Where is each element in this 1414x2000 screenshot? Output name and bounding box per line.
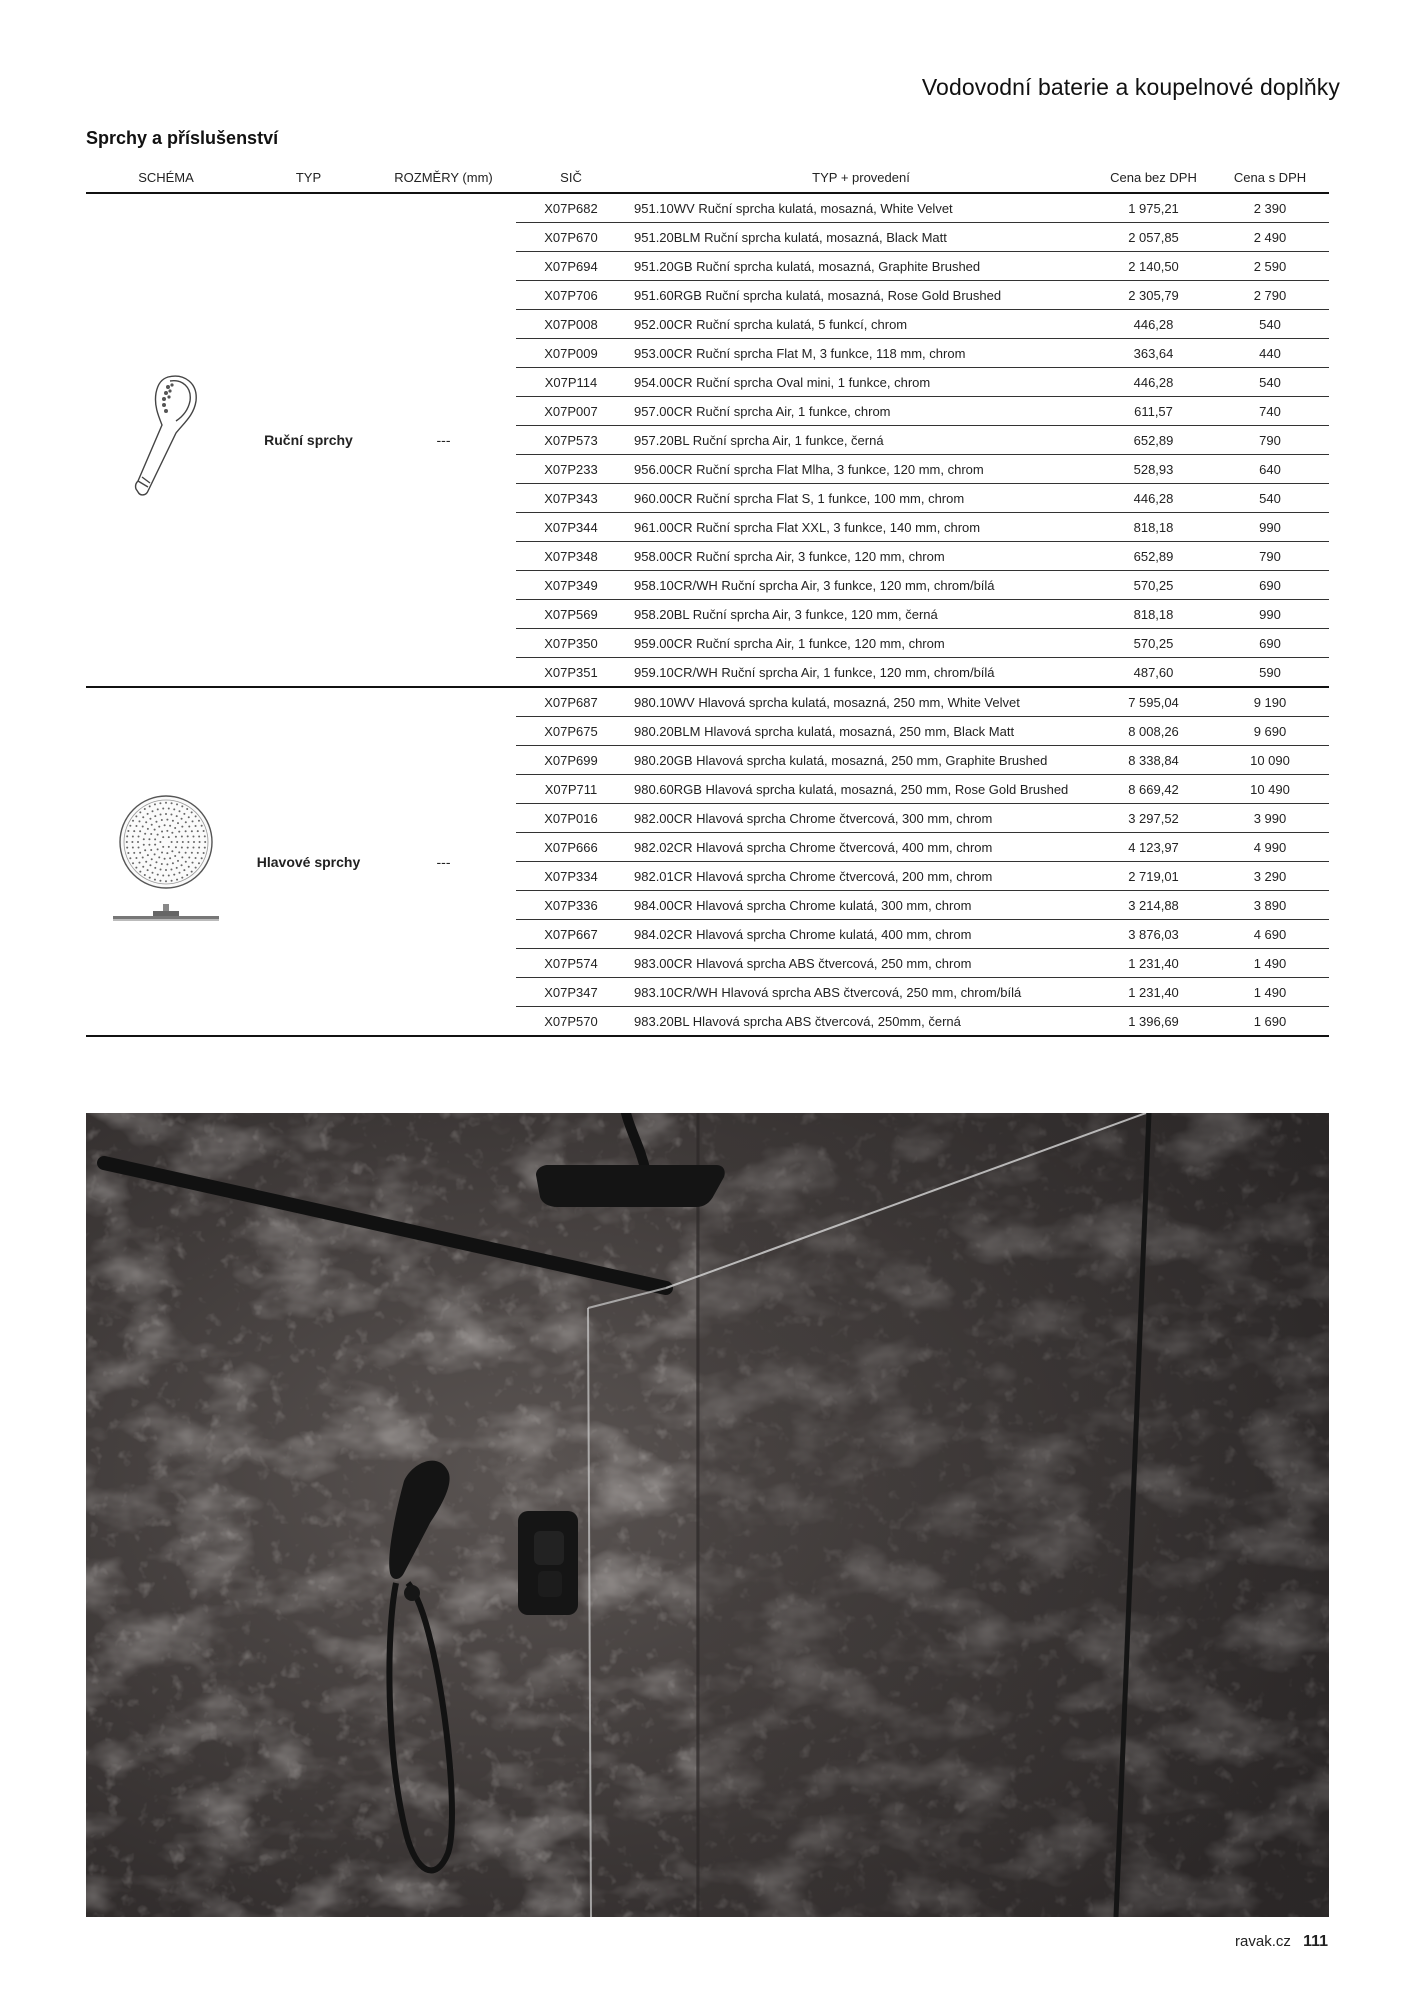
price-without-vat-cell: 3 876,03	[1096, 920, 1211, 949]
description-cell: 951.60RGB Ruční sprcha kulatá, mosazná, Rose Gold Brushed	[626, 281, 1096, 310]
head-shower-icon	[111, 790, 221, 930]
price-without-vat-cell: 8 338,84	[1096, 746, 1211, 775]
price-with-vat-cell: 4 990	[1211, 833, 1329, 862]
description-cell: 980.60RGB Hlavová sprcha kulatá, mosazná, 250 mm, Rose Gold Brushed	[626, 775, 1096, 804]
sic-cell: X07P670	[516, 223, 626, 252]
price-without-vat-cell: 3 214,88	[1096, 891, 1211, 920]
price-without-vat-cell: 2 305,79	[1096, 281, 1211, 310]
description-cell: 954.00CR Ruční sprcha Oval mini, 1 funkce, chrom	[626, 368, 1096, 397]
price-without-vat-cell: 528,93	[1096, 455, 1211, 484]
price-without-vat-cell: 446,28	[1096, 368, 1211, 397]
table-row	[86, 193, 1329, 223]
table-row	[86, 687, 1329, 717]
schema-cell	[86, 687, 246, 1036]
price-without-vat-cell: 2 057,85	[1096, 223, 1211, 252]
sic-cell: X07P667	[516, 920, 626, 949]
sic-cell: X07P694	[516, 252, 626, 281]
description-cell: 959.10CR/WH Ruční sprcha Air, 1 funkce, 120 mm, chrom/bílá	[626, 658, 1096, 688]
sic-cell: X07P574	[516, 949, 626, 978]
price-with-vat-cell: 440	[1211, 339, 1329, 368]
price-with-vat-cell: 1 490	[1211, 978, 1329, 1007]
price-with-vat-cell: 540	[1211, 484, 1329, 513]
sic-cell: X07P706	[516, 281, 626, 310]
column-header-cena-bez-dph: Cena bez DPH	[1096, 162, 1211, 193]
price-with-vat-cell: 2 390	[1211, 193, 1329, 223]
column-header-schema: SCHÉMA	[86, 162, 246, 193]
description-cell: 982.02CR Hlavová sprcha Chrome čtvercová, 400 mm, chrom	[626, 833, 1096, 862]
description-cell: 984.02CR Hlavová sprcha Chrome kulatá, 400 mm, chrom	[626, 920, 1096, 949]
price-without-vat-cell: 818,18	[1096, 600, 1211, 629]
price-with-vat-cell: 4 690	[1211, 920, 1329, 949]
description-cell: 980.10WV Hlavová sprcha kulatá, mosazná, 250 mm, White Velvet	[626, 687, 1096, 717]
price-with-vat-cell: 990	[1211, 600, 1329, 629]
sic-cell: X07P687	[516, 687, 626, 717]
page-number: 111	[1303, 1933, 1328, 1950]
shower-enclosure-photo	[86, 1113, 1329, 1917]
price-with-vat-cell: 10 490	[1211, 775, 1329, 804]
description-cell: 957.00CR Ruční sprcha Air, 1 funkce, chrom	[626, 397, 1096, 426]
section-title: Sprchy a příslušenství	[86, 128, 279, 148]
sic-cell: X07P666	[516, 833, 626, 862]
sic-cell: X07P343	[516, 484, 626, 513]
description-cell: 984.00CR Hlavová sprcha Chrome kulatá, 300 mm, chrom	[626, 891, 1096, 920]
price-with-vat-cell: 990	[1211, 513, 1329, 542]
price-without-vat-cell: 818,18	[1096, 513, 1211, 542]
description-cell: 951.10WV Ruční sprcha kulatá, mosazná, White Velvet	[626, 193, 1096, 223]
price-with-vat-cell: 3 290	[1211, 862, 1329, 891]
description-cell: 958.20BL Ruční sprcha Air, 3 funkce, 120 mm, černá	[626, 600, 1096, 629]
page-title: Vodovodní baterie a koupelnové doplňky	[921, 74, 1340, 100]
column-header-typ-provedeni: TYP + provedení	[626, 162, 1096, 193]
price-without-vat-cell: 652,89	[1096, 426, 1211, 455]
price-with-vat-cell: 3 890	[1211, 891, 1329, 920]
price-without-vat-cell: 652,89	[1096, 542, 1211, 571]
description-cell: 957.20BL Ruční sprcha Air, 1 funkce, černá	[626, 426, 1096, 455]
description-cell: 983.00CR Hlavová sprcha ABS čtvercová, 250 mm, chrom	[626, 949, 1096, 978]
price-with-vat-cell: 2 590	[1211, 252, 1329, 281]
price-with-vat-cell: 9 690	[1211, 717, 1329, 746]
price-with-vat-cell: 2 790	[1211, 281, 1329, 310]
price-with-vat-cell: 1 690	[1211, 1007, 1329, 1037]
description-cell: 982.00CR Hlavová sprcha Chrome čtvercová, 300 mm, chrom	[626, 804, 1096, 833]
sic-cell: X07P573	[516, 426, 626, 455]
description-cell: 951.20BLM Ruční sprcha kulatá, mosazná, Black Matt	[626, 223, 1096, 252]
description-cell: 958.00CR Ruční sprcha Air, 3 funkce, 120 mm, chrom	[626, 542, 1096, 571]
rozmery-cell: ---	[371, 193, 516, 687]
price-without-vat-cell: 487,60	[1096, 658, 1211, 688]
column-header-rozmery: ROZMĚRY (mm)	[371, 162, 516, 193]
table-header-row	[86, 162, 1329, 193]
sic-cell: X07P699	[516, 746, 626, 775]
sic-cell: X07P009	[516, 339, 626, 368]
price-without-vat-cell: 611,57	[1096, 397, 1211, 426]
schema-cell	[86, 193, 246, 687]
table-body	[86, 193, 1329, 1036]
price-without-vat-cell: 570,25	[1096, 571, 1211, 600]
description-cell: 980.20GB Hlavová sprcha kulatá, mosazná, 250 mm, Graphite Brushed	[626, 746, 1096, 775]
sic-cell: X07P349	[516, 571, 626, 600]
typ-cell: Hlavové sprchy	[246, 687, 371, 1036]
price-with-vat-cell: 590	[1211, 658, 1329, 688]
price-with-vat-cell: 740	[1211, 397, 1329, 426]
price-with-vat-cell: 1 490	[1211, 949, 1329, 978]
sic-cell: X07P711	[516, 775, 626, 804]
sic-cell: X07P682	[516, 193, 626, 223]
column-header-sic: SIČ	[516, 162, 626, 193]
price-with-vat-cell: 640	[1211, 455, 1329, 484]
price-with-vat-cell: 3 990	[1211, 804, 1329, 833]
price-without-vat-cell: 1 231,40	[1096, 978, 1211, 1007]
price-with-vat-cell: 540	[1211, 368, 1329, 397]
price-without-vat-cell: 3 297,52	[1096, 804, 1211, 833]
price-with-vat-cell: 10 090	[1211, 746, 1329, 775]
price-with-vat-cell: 790	[1211, 542, 1329, 571]
sic-cell: X07P007	[516, 397, 626, 426]
footer-site: ravak.cz	[1235, 1933, 1291, 1950]
price-without-vat-cell: 1 396,69	[1096, 1007, 1211, 1037]
typ-cell: Ruční sprchy	[246, 193, 371, 687]
description-cell: 983.10CR/WH Hlavová sprcha ABS čtvercová, 250 mm, chrom/bílá	[626, 978, 1096, 1007]
sic-cell: X07P114	[516, 368, 626, 397]
sic-cell: X07P350	[516, 629, 626, 658]
page-footer	[1235, 1933, 1328, 1951]
description-cell: 983.20BL Hlavová sprcha ABS čtvercová, 250mm, černá	[626, 1007, 1096, 1037]
sic-cell: X07P334	[516, 862, 626, 891]
description-cell: 956.00CR Ruční sprcha Flat Mlha, 3 funkce, 120 mm, chrom	[626, 455, 1096, 484]
price-with-vat-cell: 790	[1211, 426, 1329, 455]
column-header-typ: TYP	[246, 162, 371, 193]
price-without-vat-cell: 4 123,97	[1096, 833, 1211, 862]
sic-cell: X07P347	[516, 978, 626, 1007]
sic-cell: X07P348	[516, 542, 626, 571]
column-header-cena-s-dph: Cena s DPH	[1211, 162, 1329, 193]
price-without-vat-cell: 363,64	[1096, 339, 1211, 368]
description-cell: 952.00CR Ruční sprcha kulatá, 5 funkcí, chrom	[626, 310, 1096, 339]
sic-cell: X07P008	[516, 310, 626, 339]
sic-cell: X07P351	[516, 658, 626, 688]
description-cell: 959.00CR Ruční sprcha Air, 1 funkce, 120 mm, chrom	[626, 629, 1096, 658]
price-without-vat-cell: 1 231,40	[1096, 949, 1211, 978]
sic-cell: X07P675	[516, 717, 626, 746]
sic-cell: X07P233	[516, 455, 626, 484]
description-cell: 982.01CR Hlavová sprcha Chrome čtvercová, 200 mm, chrom	[626, 862, 1096, 891]
description-cell: 961.00CR Ruční sprcha Flat XXL, 3 funkce, 140 mm, chrom	[626, 513, 1096, 542]
description-cell: 951.20GB Ruční sprcha kulatá, mosazná, Graphite Brushed	[626, 252, 1096, 281]
description-cell: 958.10CR/WH Ruční sprcha Air, 3 funkce, 120 mm, chrom/bílá	[626, 571, 1096, 600]
price-without-vat-cell: 446,28	[1096, 310, 1211, 339]
sic-cell: X07P569	[516, 600, 626, 629]
price-without-vat-cell: 570,25	[1096, 629, 1211, 658]
hand-shower-icon	[126, 369, 206, 509]
description-cell: 953.00CR Ruční sprcha Flat M, 3 funkce, 118 mm, chrom	[626, 339, 1096, 368]
sic-cell: X07P570	[516, 1007, 626, 1037]
description-cell: 960.00CR Ruční sprcha Flat S, 1 funkce, 100 mm, chrom	[626, 484, 1096, 513]
price-with-vat-cell: 690	[1211, 629, 1329, 658]
price-without-vat-cell: 7 595,04	[1096, 687, 1211, 717]
description-cell: 980.20BLM Hlavová sprcha kulatá, mosazná, 250 mm, Black Matt	[626, 717, 1096, 746]
price-without-vat-cell: 8 669,42	[1096, 775, 1211, 804]
sic-cell: X07P016	[516, 804, 626, 833]
price-without-vat-cell: 2 719,01	[1096, 862, 1211, 891]
price-without-vat-cell: 2 140,50	[1096, 252, 1211, 281]
price-without-vat-cell: 446,28	[1096, 484, 1211, 513]
price-with-vat-cell: 690	[1211, 571, 1329, 600]
bathroom-scene-image	[86, 1113, 1329, 1917]
price-with-vat-cell: 540	[1211, 310, 1329, 339]
sic-cell: X07P344	[516, 513, 626, 542]
price-without-vat-cell: 8 008,26	[1096, 717, 1211, 746]
sic-cell: X07P336	[516, 891, 626, 920]
price-with-vat-cell: 2 490	[1211, 223, 1329, 252]
price-without-vat-cell: 1 975,21	[1096, 193, 1211, 223]
price-with-vat-cell: 9 190	[1211, 687, 1329, 717]
rozmery-cell: ---	[371, 687, 516, 1036]
price-table	[86, 162, 1329, 1037]
